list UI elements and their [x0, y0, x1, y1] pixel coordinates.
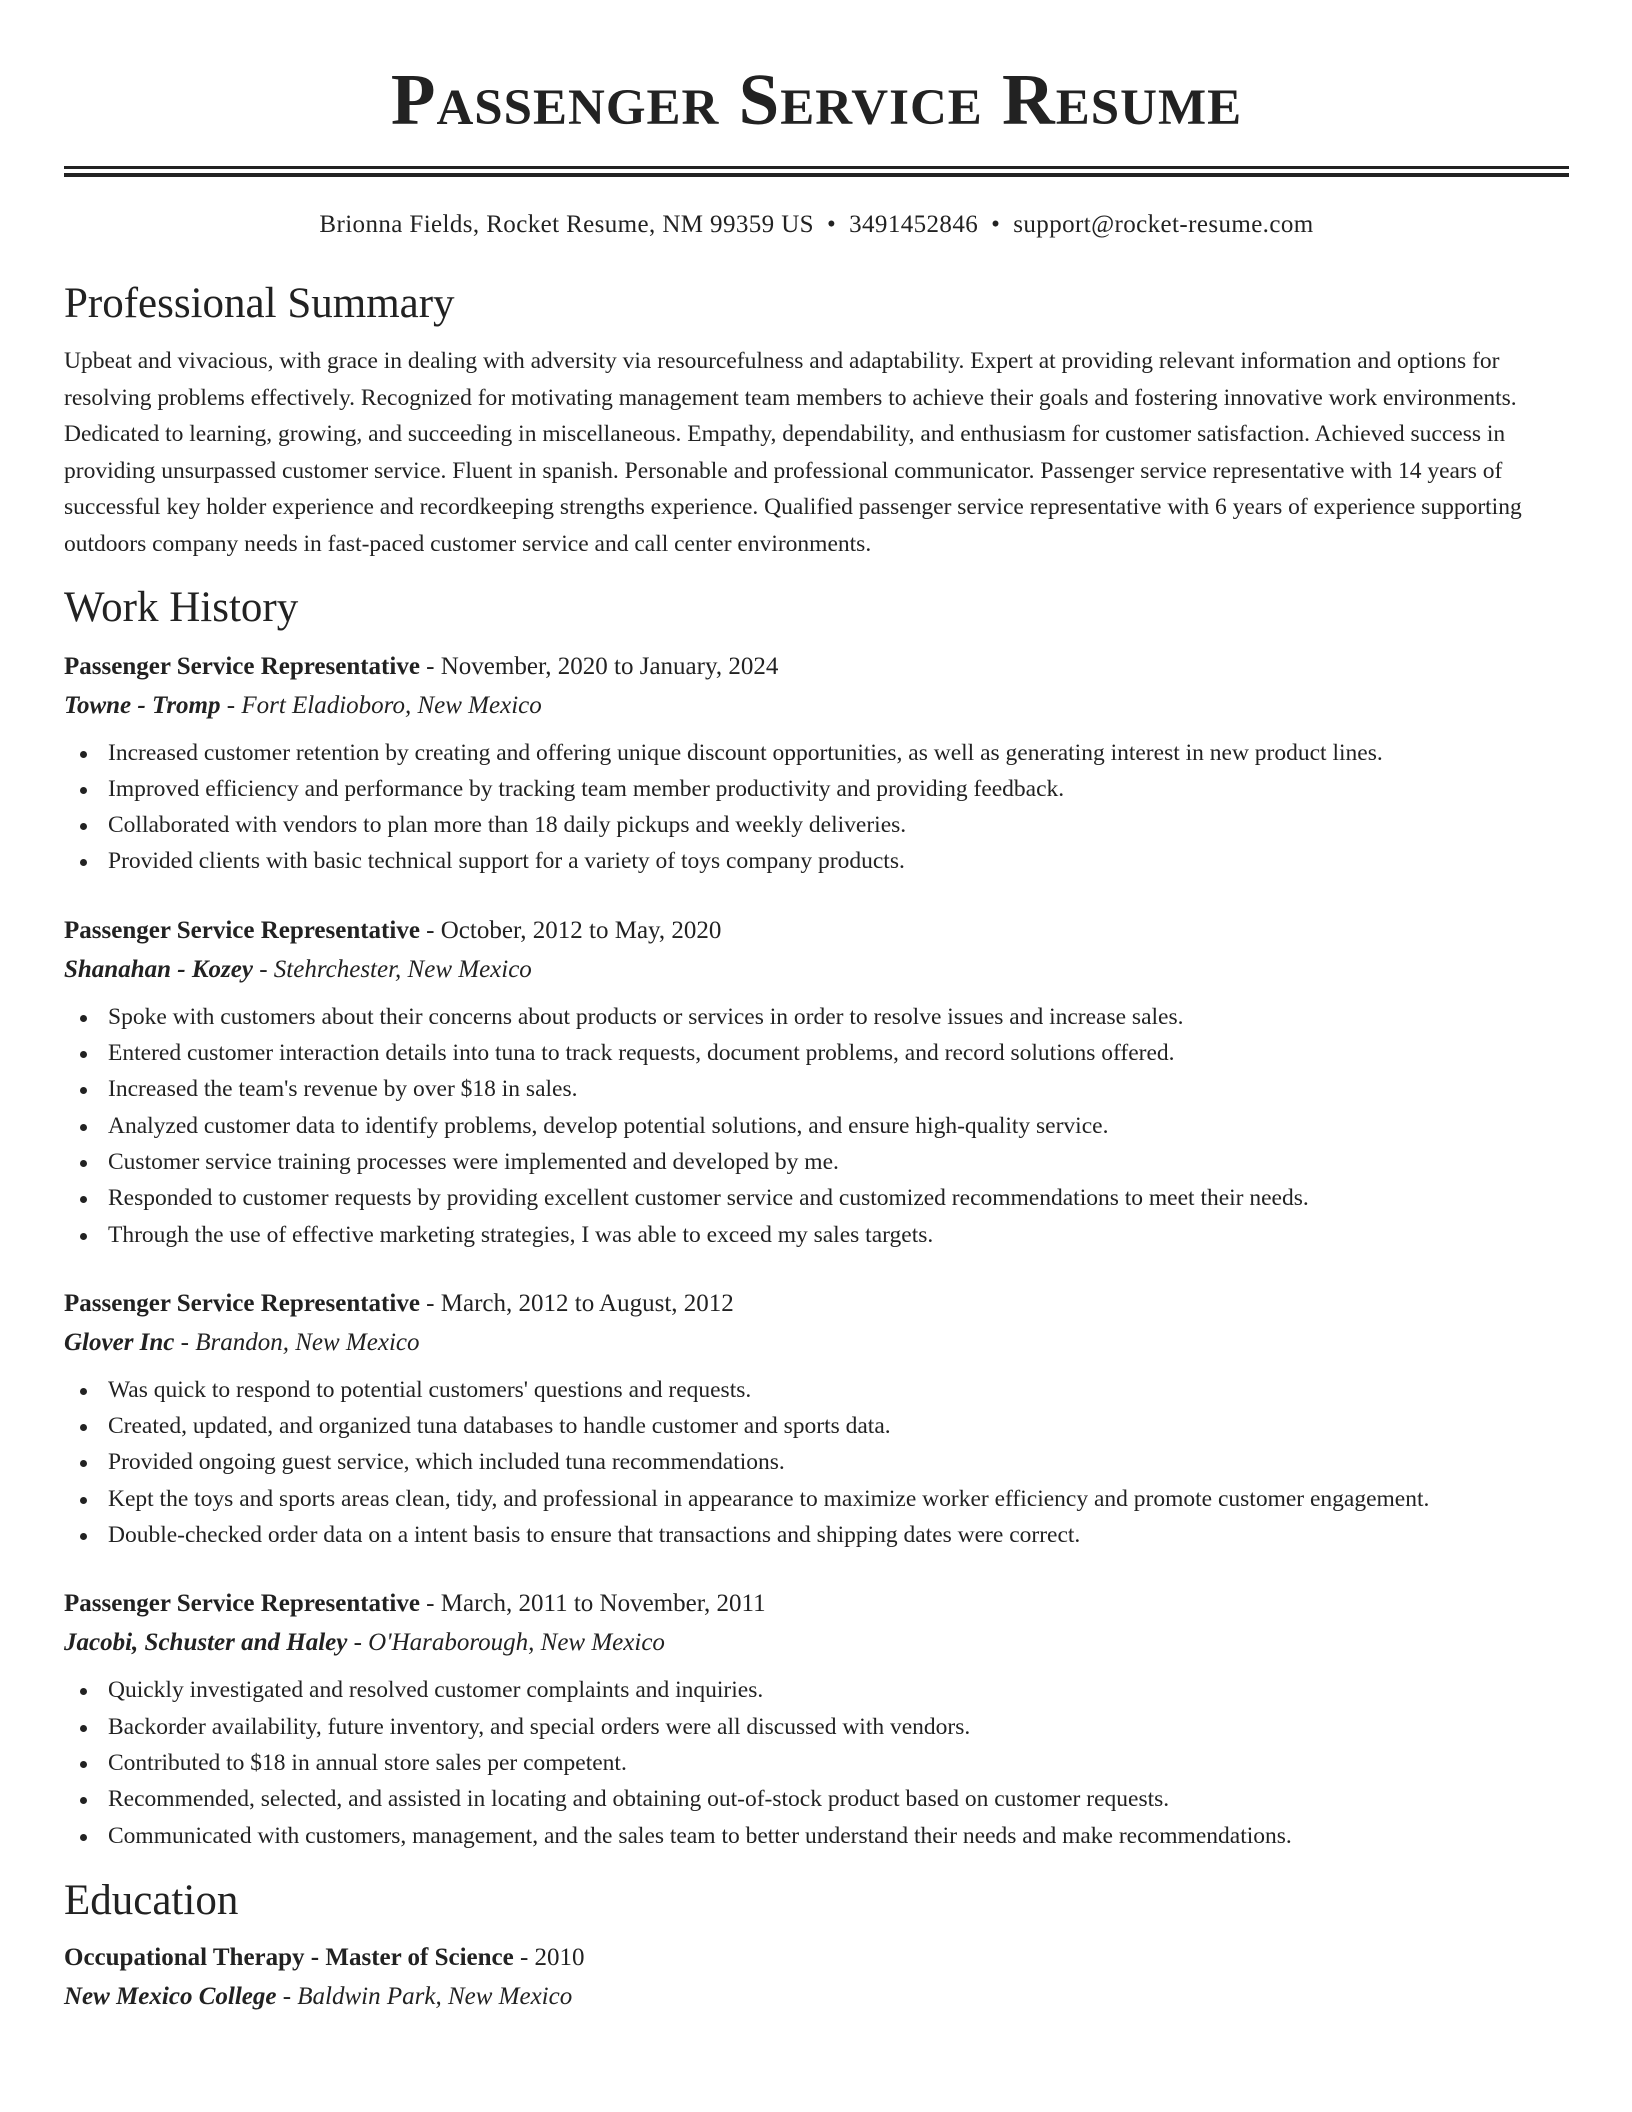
bullet-item: Provided ongoing guest service, which included tuna recommendations.	[64, 1444, 1569, 1480]
bullet-item: Double-checked order data on a intent basis to ensure that transactions and shipping dates were correct.	[64, 1517, 1569, 1553]
company-name: Towne - Tromp	[64, 691, 221, 719]
bullet-item: Increased customer retention by creating and offering unique discount opportunities, as well as generating interest in new product lines.	[64, 735, 1569, 771]
contact-email: support@rocket-resume.com	[1013, 211, 1314, 238]
bullet-item: Created, updated, and organized tuna databases to handle customer and sports data.	[64, 1408, 1569, 1444]
bullet-item: Quickly investigated and resolved customer complaints and inquiries.	[64, 1672, 1569, 1708]
contact-separator: •	[826, 211, 837, 238]
company-name: Jacobi, Schuster and Haley	[64, 1629, 348, 1657]
bullet-item: Contributed to $18 in annual store sales per competent.	[64, 1745, 1569, 1781]
bullet-item: Provided clients with basic technical support for a variety of toys company products.	[64, 843, 1569, 879]
company-name: Glover Inc	[64, 1328, 175, 1356]
bullet-item: Improved efficiency and performance by tracking team member productivity and providing feedback.	[64, 771, 1569, 807]
job-entry	[64, 1285, 1569, 1553]
job-title-line	[64, 1285, 1569, 1323]
job-bullets	[64, 735, 1569, 880]
contact-address: Brionna Fields, Rocket Resume, NM 99359 US	[319, 211, 814, 238]
job-title: Passenger Service Representative	[64, 916, 420, 944]
company-line	[64, 1323, 1569, 1363]
job-entry	[64, 1585, 1569, 1853]
contact-separator: •	[991, 211, 1001, 238]
bullet-item: Was quick to respond to potential customers' questions and requests.	[64, 1372, 1569, 1408]
company-location: - O'Haraborough, New Mexico	[347, 1629, 665, 1657]
degree-year: - 2010	[513, 1943, 585, 1971]
bullet-item: Entered customer interaction details into tuna to track requests, document problems, and record solutions offered.	[64, 1035, 1569, 1071]
bullet-item: Communicated with customers, management, and the sales team to better understand their needs and make recommendations.	[64, 1818, 1569, 1854]
bullet-item: Responded to customer requests by providing excellent customer service and customized recommendations to meet their needs.	[64, 1180, 1569, 1216]
company-name: Shanahan - Kozey	[64, 955, 253, 983]
bullet-item: Through the use of effective marketing strategies, I was able to exceed my sales targets.	[64, 1217, 1569, 1253]
job-bullets	[64, 1372, 1569, 1553]
summary-text: Upbeat and vivacious, with grace in dealing with adversity via resourcefulness and adaptability. Expert at providing relevant information and options for resolving problems effectively. Recognized for motivating management team members to achieve their goals and fostering innovative work environments. Dedicated to learning, growing, and succeeding in miscellaneous. Empathy, dependability, and enthusiasm for customer satisfaction. Achieved success in providing unsurpassed customer service. Fluent in spanish. Personable and professional communicator. Passenger service representative with 14 years of successful key holder experience and recordkeeping strengths experience. Qualified passenger service representative with 6 years of experience supporting outdoors company needs in fast-paced customer service and call center environments.	[64, 348, 1522, 557]
education-heading: Education	[64, 1876, 239, 1924]
work-history-heading: Work History	[64, 583, 299, 631]
job-title: Passenger Service Representative	[64, 652, 420, 680]
job-title-line	[64, 912, 1569, 950]
job-dates: - March, 2011 to November, 2011	[419, 1590, 766, 1618]
job-entry	[64, 912, 1569, 1253]
bullet-item: Spoke with customers about their concerns about products or services in order to resolve issues and increase sales.	[64, 999, 1569, 1035]
company-line	[64, 686, 1569, 726]
bullet-item: Recommended, selected, and assisted in locating and obtaining out-of-stock product based on customer requests.	[64, 1781, 1569, 1817]
job-bullets	[64, 999, 1569, 1253]
bullet-item: Collaborated with vendors to plan more than 18 daily pickups and weekly deliveries.	[64, 807, 1569, 843]
resume-title: Passenger Service Resume	[390, 59, 1243, 140]
job-title-line	[64, 648, 1569, 686]
bullet-item: Customer service training processes were implemented and developed by me.	[64, 1144, 1569, 1180]
degree-line	[64, 1939, 1569, 1977]
school-line	[64, 1977, 1569, 2017]
school-location: - Baldwin Park, New Mexico	[276, 1982, 573, 2010]
job-dates: - November, 2020 to January, 2024	[419, 652, 779, 680]
bullet-item: Analyzed customer data to identify problems, develop potential solutions, and ensure high-quality service.	[64, 1108, 1569, 1144]
bullet-item: Increased the team's revenue by over $18 in sales.	[64, 1071, 1569, 1107]
company-location: - Stehrchester, New Mexico	[252, 955, 532, 983]
title-divider	[64, 166, 1569, 177]
job-bullets	[64, 1672, 1569, 1853]
degree-name: Occupational Therapy - Master of Science	[64, 1943, 514, 1971]
job-dates: - March, 2012 to August, 2012	[419, 1289, 734, 1317]
company-line	[64, 1623, 1569, 1663]
company-location: - Brandon, New Mexico	[174, 1328, 420, 1356]
bullet-item: Kept the toys and sports areas clean, tidy, and professional in appearance to maximize worker efficiency and promote customer engagement.	[64, 1481, 1569, 1517]
company-location: - Fort Eladioboro, New Mexico	[220, 691, 542, 719]
job-entry	[64, 648, 1569, 880]
job-dates: - October, 2012 to May, 2020	[419, 916, 722, 944]
company-line	[64, 950, 1569, 990]
summary-heading: Professional Summary	[64, 280, 455, 327]
contact-line	[64, 209, 1569, 241]
job-title: Passenger Service Representative	[64, 1590, 420, 1618]
bullet-item: Backorder availability, future inventory, and special orders were all discussed with vendors.	[64, 1709, 1569, 1745]
contact-phone: 3491452846	[849, 211, 979, 238]
school-name: New Mexico College	[64, 1982, 277, 2010]
job-title: Passenger Service Representative	[64, 1289, 420, 1317]
job-title-line	[64, 1585, 1569, 1623]
